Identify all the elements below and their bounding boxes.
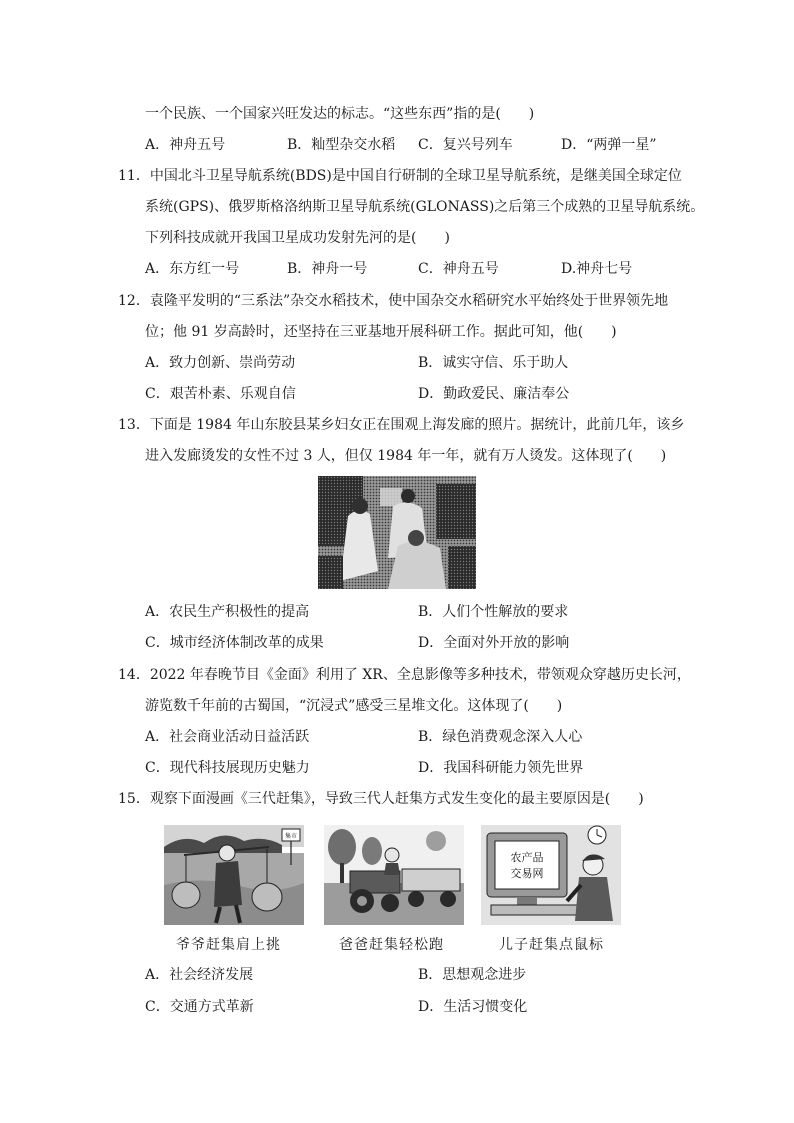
salon-photo [318,476,476,589]
caption-father: 爸爸赶集轻松跑 [339,937,444,953]
q14-option-c[interactable]: C．现代科技展现历史魅力 [145,760,310,776]
q15-stem: 15．观察下面漫画《三代赶集》，导致三代人赶集方式发生变化的最主要原因是( ) [118,791,644,807]
screen-text-line1: 农产品 [510,851,544,864]
market-sign-text: 集市 [284,833,298,840]
cartoon-son [481,825,621,925]
q10-stem: 一个民族、一个国家兴旺发达的标志。“这些东西”指的是( ) [145,106,535,122]
q15-option-a[interactable]: A．社会经济发展 [145,967,254,983]
caption-grandpa: 爷爷赶集肩上挑 [176,937,281,953]
q10-option-b[interactable]: B．籼型杂交水稻 [287,137,396,153]
q12-option-d[interactable]: D．勤政爱民、廉洁奉公 [418,386,570,402]
q15-option-b[interactable]: B．思想观念进步 [418,967,527,983]
q14-stem-line1: 14．2022 年春晚节目《金面》利用了 XR、全息影像等多种技术，带领观众穿越历史长河， [118,667,691,683]
q15-option-c[interactable]: C．交通方式革新 [145,999,254,1015]
q13-option-c[interactable]: C．城市经济体制改革的成果 [145,635,324,651]
q14-option-d[interactable]: D．我国科研能力领先世界 [418,760,584,776]
q11-option-d[interactable]: D.神舟七号 [561,261,633,277]
q11-stem-line2: 系统(GPS)、俄罗斯格洛纳斯卫星导航系统(GLONASS)之后第三个成熟的卫星导航系统。 [145,199,705,215]
q13-stem-line1: 13．下面是 1984 年山东胶县某乡妇女正在围观上海发廊的照片。据统计，此前几年，该乡 [118,417,685,433]
q13-option-b[interactable]: B．人们个性解放的要求 [418,604,569,620]
q11-option-b[interactable]: B．神舟一号 [287,261,368,277]
screen-text-line2: 交易网 [510,867,544,880]
q14-option-a[interactable]: A．社会商业活动日益活跃 [145,729,310,745]
q13-option-d[interactable]: D．全面对外开放的影响 [418,635,570,651]
q13-option-a[interactable]: A．农民生产积极性的提高 [145,604,310,620]
q11-stem-line1: 11．中国北斗卫星导航系统(BDS)是中国自行研制的全球卫星导航系统，是继美国全球定位 [118,168,682,184]
q12-stem-line2: 位；他 91 岁高龄时，还坚持在三亚基地开展科研工作。据此可知，他( ) [145,324,617,340]
cartoon-father [324,825,464,925]
q10-option-c[interactable]: C．复兴号列车 [418,137,513,153]
q11-stem-line3: 下列科技成就开我国卫星成功发射先河的是( ) [145,230,450,246]
q14-stem-line2: 游览数千年前的古蜀国，“沉浸式”感受三星堆文化。这体现了( ) [145,698,563,714]
q11-option-a[interactable]: A．东方红一号 [145,261,240,277]
q10-option-d[interactable]: D．“两弹一星” [561,137,657,153]
q10-option-a[interactable]: A．神舟五号 [145,137,226,153]
q12-option-c[interactable]: C．艰苦朴素、乐观自信 [145,386,296,402]
caption-son: 儿子赶集点鼠标 [499,937,604,953]
q12-stem-line1: 12．袁隆平发明的“三系法”杂交水稻技术，使中国杂交水稻研究水平始终处于世界领先地 [118,293,669,309]
q14-option-b[interactable]: B．绿色消费观念深入人心 [418,729,583,745]
q13-stem-line2: 进入发廊烫发的女性不过 3 人，但仅 1984 年一年，就有万人烫发。这体现了( ) [145,448,667,464]
q11-option-c[interactable]: C．神舟五号 [418,261,499,277]
cartoon-grandpa [164,825,304,925]
q15-option-d[interactable]: D．生活习惯变化 [418,999,528,1015]
q12-option-a[interactable]: A．致力创新、崇尚劳动 [145,355,296,371]
q12-option-b[interactable]: B．诚实守信、乐于助人 [418,355,569,371]
